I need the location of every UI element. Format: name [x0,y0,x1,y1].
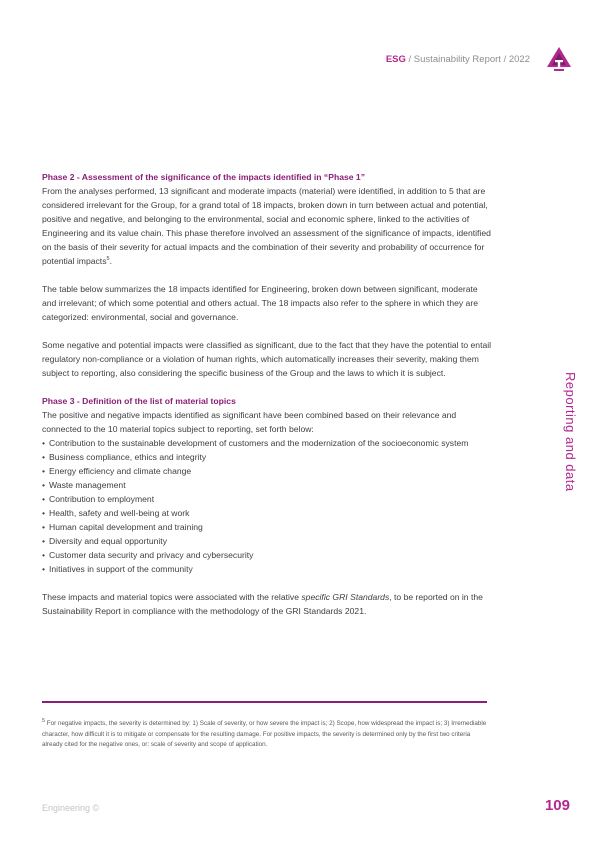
footnote-ref: 5 [106,256,110,263]
list-item: • Diversity and equal opportunity [42,534,492,548]
report-title: / Sustainability Report / 2022 [408,54,530,65]
list-item: • Human capital development and training [42,520,492,534]
main-content [42,170,492,618]
list-item: • Customer data security and privacy and cybersecurity [42,548,492,562]
list-item: • Waste management [42,478,492,492]
phase3-closing: These impacts and material topics were associated with the relative specific GRI Standards, to be reported on in the Sustainability Report in compliance with the methodology of the GRI Standards 2021. [42,592,483,616]
section-side-label: Reporting and data [563,372,578,492]
footnote-divider [42,701,487,703]
phase2-title: Phase 2 - Assessment of the significance of the impacts identified in “Phase 1” [42,172,365,182]
phase3-title: Phase 3 - Definition of the list of material topics [42,396,236,406]
list-item: • Health, safety and well-being at work [42,506,492,520]
footnote: $^5$ For negative impacts, the severity is determined by: 1) Scale of severity, or how severe the impact is; 2) Scope, how widespread the impact is; 3) Irremediable character, how difficult it is to mitigate or compensate for the resulting damage. For positive impacts, the severity is determined only by the first two criteria already cited for the negative ones, or: scale of severity and scope of application. [42,717,487,748]
engineering-logo-icon [546,46,572,72]
material-topics-list [42,436,492,576]
list-item: • Energy efficiency and climate change [42,464,492,478]
esg-label: ESG [385,54,406,65]
list-item: • Contribution to the sustainable development of customers and the modernization of the socioeconomic system [42,436,492,450]
phase2-paragraph-1: From the analyses performed, 13 significant and moderate impacts (material) were identified, in addition to 5 that are considered irrelevant for the Group, for a grand total of 18 impacts, broken down in turn between actual and potential, positive and negative, and belonging to the environmental, social and economic sphere, linked to the activities of Engineering and its value chain. This phase therefore involved an assessment of the significance of impacts, identified on the basis of their severity for actual impacts and the combination of their severity and probability of occurrence for potential impacts$^5$. [42,186,491,266]
phase3-intro: The positive and negative impacts identified as significant have been combined based on their relevance and connected to the 10 material topics subject to reporting, set forth below: [42,410,457,434]
phase2-paragraph-2: The table below summarizes the 18 impacts identified for Engineering, broken down between significant, moderate and irrelevant; of which some potential and others actual. The 18 impacts also refer to the sphere in which they are categorized: environmental, social and governance. [42,284,478,322]
phase2-paragraph-3: Some negative and potential impacts were classified as significant, due to the fact that they have the potential to entail regulatory non-compliance or a violation of human rights, which automatically increases their severity, making them subject to reporting, also considering the specific business of the Group and the laws to which it is subject. [42,340,492,378]
page-number: 109 [544,797,570,814]
footer-company: Engineering © [42,803,100,813]
report-header [386,54,530,65]
list-item: • Contribution to employment [42,492,492,506]
list-item: • Business compliance, ethics and integrity [42,450,492,464]
list-item: • Initiatives in support of the community [42,562,492,576]
